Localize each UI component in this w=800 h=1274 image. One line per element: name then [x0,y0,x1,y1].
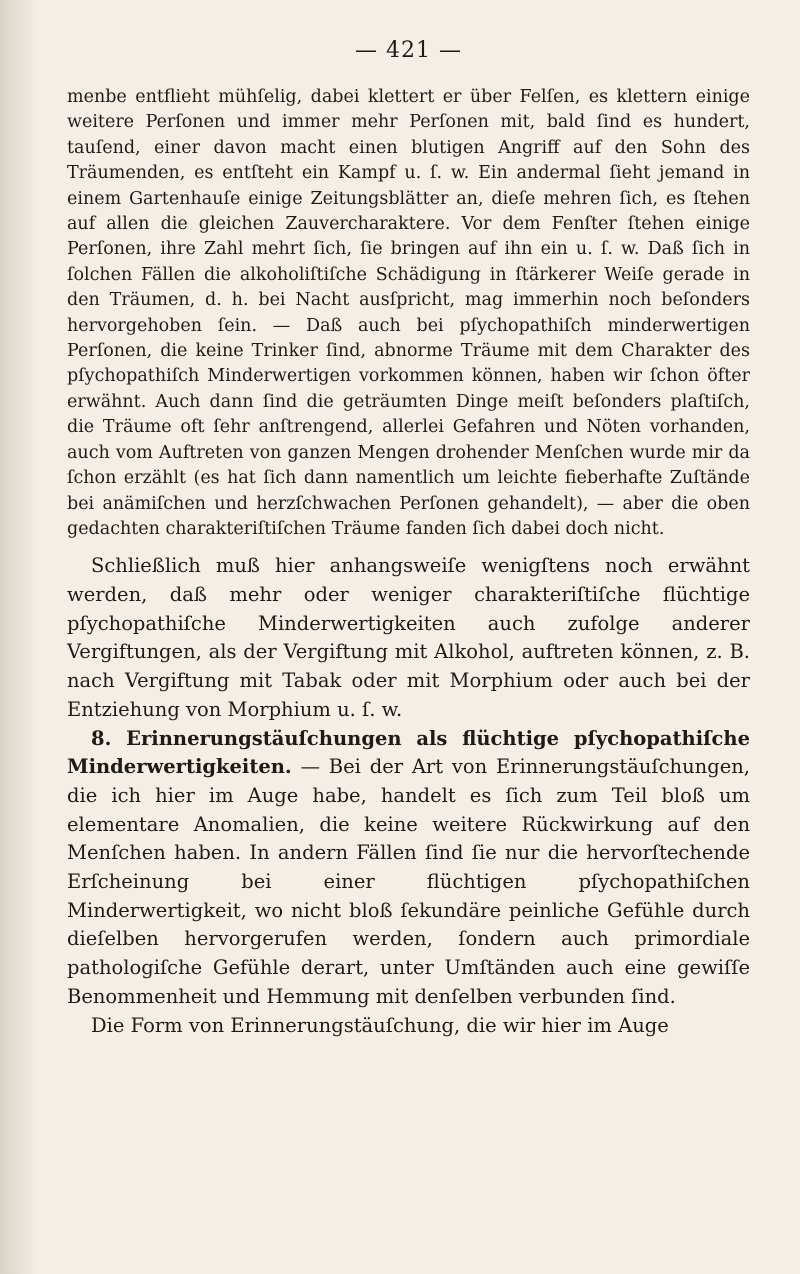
paragraph-4: Die Form von Erinnerungstäuſchung, die wir hier im Auge [91,1013,669,1037]
page-gutter-shadow [0,0,38,1274]
section-heading: 8. Erinnerungstäuſchungen als flüchtige pſychopathiſche Minderwertigkeiten. [67,726,750,779]
paragraph-2: Schließlich muß hier anhangsweiſe wenigſtens noch erwähnt werden, daß mehr oder weniger charakteriſtiſche flüchtige pſychopathiſche Minderwertigkeiten auch zufolge anderer Vergiftungen, als der Vergiftung mit Alkohol, auftreten können, z. B. nach Vergiftung mit Tabak oder mit Morphium oder auch bei der Entziehung von Morphium u. ſ. w. [67,554,750,721]
paragraph-3 [67,725,750,1012]
paragraph-1: menbe entflieht mühſelig, dabei klettert er über Felſen, es klettern einige weitere Perſonen und immer mehr Perſonen mit, bald ſind es hundert, tauſend, einer davon macht einen blutigen Angriff auf den Sohn des Träumenden, es entſteht ein Kampf u. ſ. w. Ein andermal ſieht jemand in einem Gartenhauſe einige Zeitungsblätter an, dieſe mehren ſich, es ſtehen auf allen die gleichen Zauvercharaktere. Vor dem Fenſter ſtehen einige Perſonen, ihre Zahl mehrt ſich, ſie bringen auf ihn ein u. ſ. w. Daß ſich in ſolchen Fällen die alkoholiſtiſche Schädigung in ſtärkerer Weiſe gerade in den Träumen, d. h. bei Nacht ausſpricht, mag immerhin noch beſonders hervorgehoben ſein. — Daß auch bei pſychopathiſch minderwertigen Perſonen, die keine Trinker ſind, abnorme Träume mit dem Charakter des pſychopathiſch Minderwertigen vorkommen können, haben wir ſchon öfter erwähnt. Auch dann ſind die geträumten Dinge meiſt beſonders plaſtiſch, die Träume oft ſehr anſtrengend, allerlei Gefahren und Nöten vorhanden, auch vom Auftreten von ganzen Mengen drohender Menſchen wurde mir da ſchon erzählt (es hat ſich dann namentlich um leichte fieberhafte Zuſtände bei anämiſchen und herzſchwachen Perſonen gehandelt), — aber die oben gedachten charakteriſtiſchen Träume fanden ſich dabei doch nicht. [67,87,750,539]
page-number: — 421 — [355,38,462,63]
paragraph-3-body: — Bei der Art von Erinnerungstäuſchungen, die ich hier im Auge habe, handelt es ſich zum Teil bloß um elementare Anomalien, die keine weitere Rückwirkung auf den Menſchen haben. In andern Fällen ſind ſie nur die hervorſtechende Erſcheinung bei einer flüchtigen pſychopathiſchen Minderwertigkeit, wo nicht bloß ſekundäre peinliche Gefühle durch dieſelben hervorgerufen werden, ſondern auch primordiale pathologiſche Gefühle derart, unter Umſtänden auch eine gewiſſe Benommenheit und Hemmung mit denſelben verbunden ſind. [67,755,750,1008]
